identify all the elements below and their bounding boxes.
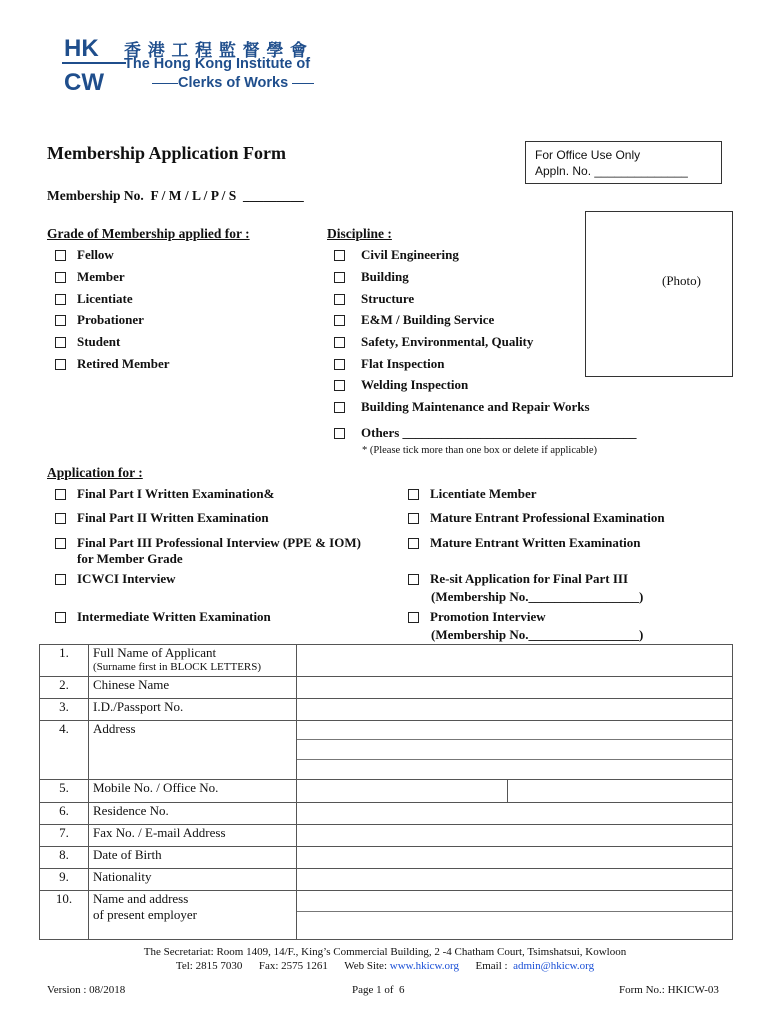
application-label: Intermediate Written Examination (77, 609, 271, 624)
date-of-birth-field[interactable] (297, 847, 733, 869)
discipline-option[interactable] (334, 291, 414, 307)
discipline-others[interactable] (334, 425, 637, 441)
row-number: 1. (40, 645, 89, 677)
residence-no-field[interactable] (297, 803, 733, 825)
row-label: Fax No. / E-mail Address (89, 825, 297, 847)
page-number: Page 1 of 6 (352, 984, 405, 996)
checkbox[interactable] (55, 489, 66, 500)
application-option[interactable] (55, 535, 361, 551)
checkbox[interactable] (334, 337, 345, 348)
applicant-details-table (39, 644, 733, 940)
application-label: Mature Entrant Professional Examination (430, 510, 665, 525)
checkbox[interactable] (55, 538, 66, 549)
application-option[interactable] (408, 510, 665, 526)
discipline-heading: Discipline : (327, 226, 392, 241)
others-label: Others ____________________________________ (361, 425, 637, 440)
row-label: Nationality (89, 869, 297, 891)
application-option[interactable] (55, 571, 176, 587)
row-number: 3. (40, 699, 89, 721)
logo-line1: The Hong Kong Institute of (124, 56, 311, 72)
discipline-option[interactable] (334, 312, 494, 328)
checkbox[interactable] (334, 359, 345, 370)
row-label: Address (89, 721, 297, 780)
office-use-label: For Office Use Only (535, 148, 641, 162)
version-label: Version : 08/2018 (47, 984, 126, 996)
discipline-label: Welding Inspection (361, 377, 469, 392)
grade-label: Licentiate (77, 291, 133, 306)
checkbox[interactable] (55, 337, 66, 348)
checkbox[interactable] (334, 250, 345, 261)
discipline-label: E&M / Building Service (361, 312, 495, 327)
discipline-label: Flat Inspection (361, 356, 445, 371)
discipline-option[interactable] (334, 269, 409, 285)
hkicw-logo-mark (62, 34, 128, 96)
grade-option[interactable] (55, 269, 125, 285)
row-label: Chinese Name (89, 677, 297, 699)
website-link[interactable]: www.hkicw.org (389, 960, 459, 972)
checkbox[interactable] (55, 315, 66, 326)
nationality-field[interactable] (297, 869, 733, 891)
checkbox[interactable] (408, 513, 419, 524)
svg-text:CW: CW (64, 69, 104, 96)
application-option[interactable] (408, 535, 641, 551)
grade-option[interactable] (55, 356, 170, 372)
table-row (40, 780, 733, 803)
employer-field[interactable] (297, 891, 733, 940)
application-label: Re-sit Application for Final Part III (430, 571, 629, 586)
application-label: Promotion Interview (430, 609, 546, 624)
grade-label: Probationer (77, 312, 144, 327)
row-label: Date of Birth (89, 847, 297, 869)
phone-fields[interactable] (297, 780, 733, 803)
address-field[interactable] (297, 721, 733, 780)
discipline-label: Structure (361, 291, 415, 306)
row-number: 6. (40, 803, 89, 825)
row-number: 8. (40, 847, 89, 869)
checkbox[interactable] (408, 538, 419, 549)
checkbox[interactable] (408, 612, 419, 623)
table-row (40, 677, 733, 699)
logo-chinese: 香 港 工 程 監 督 學 會 (124, 41, 309, 60)
membership-no[interactable]: Membership No. F / M / L / P / S _________ (47, 188, 304, 203)
application-option[interactable] (55, 486, 274, 502)
application-option[interactable] (55, 609, 271, 625)
chinese-name-field[interactable] (297, 677, 733, 699)
mobile-no-field[interactable] (297, 780, 508, 802)
appln-no-label: Appln. No. ______________ (535, 164, 688, 178)
discipline-label: Civil Engineering (361, 247, 459, 262)
photo-box[interactable] (585, 211, 733, 377)
row-label: Full Name of Applicant (Surname first in BLOCK LETTERS) (89, 645, 297, 677)
logo-line2: Clerks of Works (152, 75, 314, 91)
checkbox[interactable] (334, 315, 345, 326)
discipline-note: * (Please tick more than one box or delete if applicable) (362, 445, 597, 456)
row-number: 2. (40, 677, 89, 699)
checkbox[interactable] (55, 272, 66, 283)
application-option[interactable] (55, 510, 269, 526)
application-label: Final Part III Professional Interview (PPE & IOM) (77, 535, 361, 550)
table-row (40, 847, 733, 869)
svg-text:HK: HK (64, 35, 99, 62)
application-option[interactable] (408, 486, 536, 502)
discipline-option[interactable] (334, 356, 444, 372)
application-label: Mature Entrant Written Examination (430, 535, 641, 550)
membership-no-field[interactable]: (Membership No._________________) (431, 589, 644, 604)
table-row (40, 869, 733, 891)
table-row (40, 721, 733, 780)
table-row (40, 699, 733, 721)
row-number: 7. (40, 825, 89, 847)
checkbox[interactable] (334, 294, 345, 305)
row-number: 10. (40, 891, 89, 940)
row-number: 5. (40, 780, 89, 803)
grade-heading: Grade of Membership applied for : (47, 226, 250, 241)
grade-option[interactable] (55, 291, 133, 307)
checkbox[interactable] (55, 513, 66, 524)
checkbox[interactable] (55, 612, 66, 623)
grade-label: Fellow (77, 247, 114, 262)
application-label: ICWCI Interview (77, 571, 176, 586)
row-label: Residence No. (89, 803, 297, 825)
photo-label: (Photo) (662, 273, 701, 288)
checkbox[interactable] (408, 574, 419, 585)
grade-label: Retired Member (77, 356, 170, 371)
application-option[interactable] (408, 571, 628, 587)
table-row (40, 825, 733, 847)
checkbox[interactable] (55, 359, 66, 370)
row-label: Mobile No. / Office No. (89, 780, 297, 803)
discipline-label: Safety, Environmental, Quality (361, 334, 534, 349)
fax-email-field[interactable] (297, 825, 733, 847)
row-number: 4. (40, 721, 89, 780)
discipline-label: Building Maintenance and Repair Works (361, 399, 590, 414)
page-title: Membership Application Form (47, 143, 286, 163)
discipline-label: Building (361, 269, 409, 284)
discipline-option[interactable] (334, 247, 459, 263)
checkbox[interactable] (55, 574, 66, 585)
discipline-option[interactable] (334, 334, 533, 350)
form-number: Form No.: HKICW-03 (619, 984, 719, 996)
application-heading: Application for : (47, 465, 143, 480)
row-label: I.D./Passport No. (89, 699, 297, 721)
checkbox[interactable] (334, 272, 345, 283)
discipline-option[interactable] (334, 399, 590, 415)
office-no-field[interactable] (508, 780, 732, 802)
grade-label: Student (77, 334, 121, 349)
table-row (40, 891, 733, 940)
membership-no-field[interactable]: (Membership No._________________) (431, 627, 644, 642)
grade-label: Member (77, 269, 125, 284)
email-link[interactable]: admin@hkicw.org (513, 960, 595, 972)
discipline-option[interactable] (334, 377, 468, 393)
checkbox[interactable] (334, 402, 345, 413)
footer-contact: Tel: 2815 7030 Fax: 2575 1261 Web Site: www.hkicw.org Email : admin@hkicw.org (175, 960, 595, 972)
checkbox[interactable] (55, 294, 66, 305)
full-name-field[interactable] (297, 645, 733, 677)
application-label: Licentiate Member (430, 486, 537, 501)
footer-address: The Secretariat: Room 1409, 14/F., King’s Commercial Building, 2 -4 Chatham Court, Tsimshatsui, Kowloon (143, 946, 627, 958)
checkbox[interactable] (55, 250, 66, 261)
checkbox[interactable] (408, 489, 419, 500)
grade-option[interactable] (55, 247, 114, 263)
application-label: Final Part II Written Examination (77, 510, 269, 525)
checkbox[interactable] (334, 428, 345, 439)
table-row (40, 645, 733, 677)
table-row (40, 803, 733, 825)
id-passport-field[interactable] (297, 699, 733, 721)
row-number: 9. (40, 869, 89, 891)
row-label: Name and address of present employer (89, 891, 297, 940)
office-use-box (525, 141, 722, 184)
checkbox[interactable] (334, 380, 345, 391)
grade-option[interactable] (55, 334, 120, 350)
application-label: Final Part I Written Examination& (77, 486, 275, 501)
application-option[interactable] (408, 609, 546, 625)
grade-option[interactable] (55, 312, 144, 328)
application-label-cont: for Member Grade (77, 551, 183, 566)
logo (62, 34, 352, 96)
